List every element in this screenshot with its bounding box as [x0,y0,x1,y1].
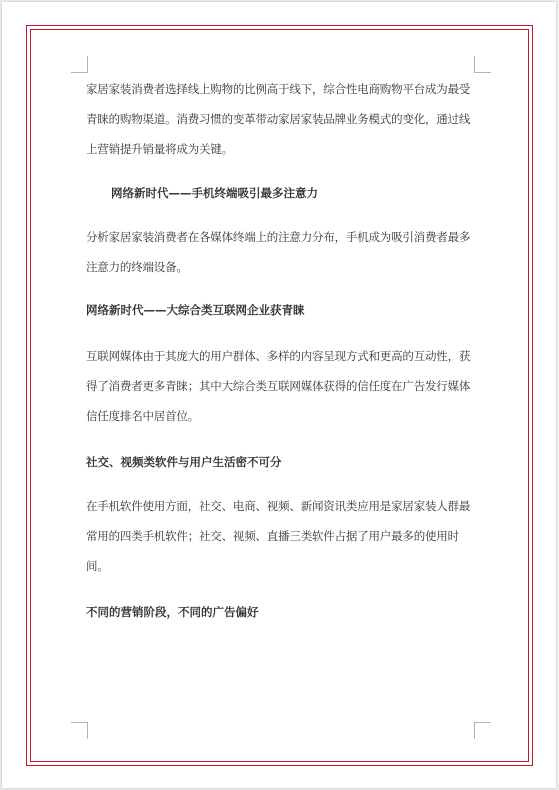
section-heading[interactable]: 社交、视频类软件与用户生活密不可分 [86,455,282,469]
paragraph[interactable]: 分析家居家装消费者在各媒体终端上的注意力分布，手机成为吸引消费者最多注意力的终端设备。 [86,230,471,274]
crop-mark-bottom-right [474,722,491,739]
paragraph[interactable]: 家居家装消费者选择线上购物的比例高于线下，综合性电商购物平台成为最受青睐的购物渠道。消费习惯的变革带动家居家装品牌业务模式的变化，通过线上营销提升销量将成为关键。 [86,82,471,156]
paragraph[interactable]: 在手机软件使用方面，社交、电商、视频、新闻资讯类应用是家居家装人群最常用的四类手机软件；社交、视频、直播三类软件占据了用户最多的使用时间。 [86,499,471,573]
section-heading[interactable]: 网络新时代——大综合类互联网企业获青睐 [86,303,305,317]
paragraph[interactable]: 互联网媒体由于其庞大的用户群体、多样的内容呈现方式和更高的互动性，获得了消费者更多青睐；其中大综合类互联网媒体获得的信任度在广告发行媒体信任度排名中居首位。 [86,349,471,423]
section-heading[interactable]: 网络新时代——手机终端吸引最多注意力 [111,186,318,200]
section-heading[interactable]: 不同的营销阶段，不同的广告偏好 [86,605,259,619]
crop-mark-top-left [71,56,88,73]
crop-mark-top-right [474,56,491,73]
crop-mark-bottom-left [71,722,88,739]
document-page [2,2,556,788]
